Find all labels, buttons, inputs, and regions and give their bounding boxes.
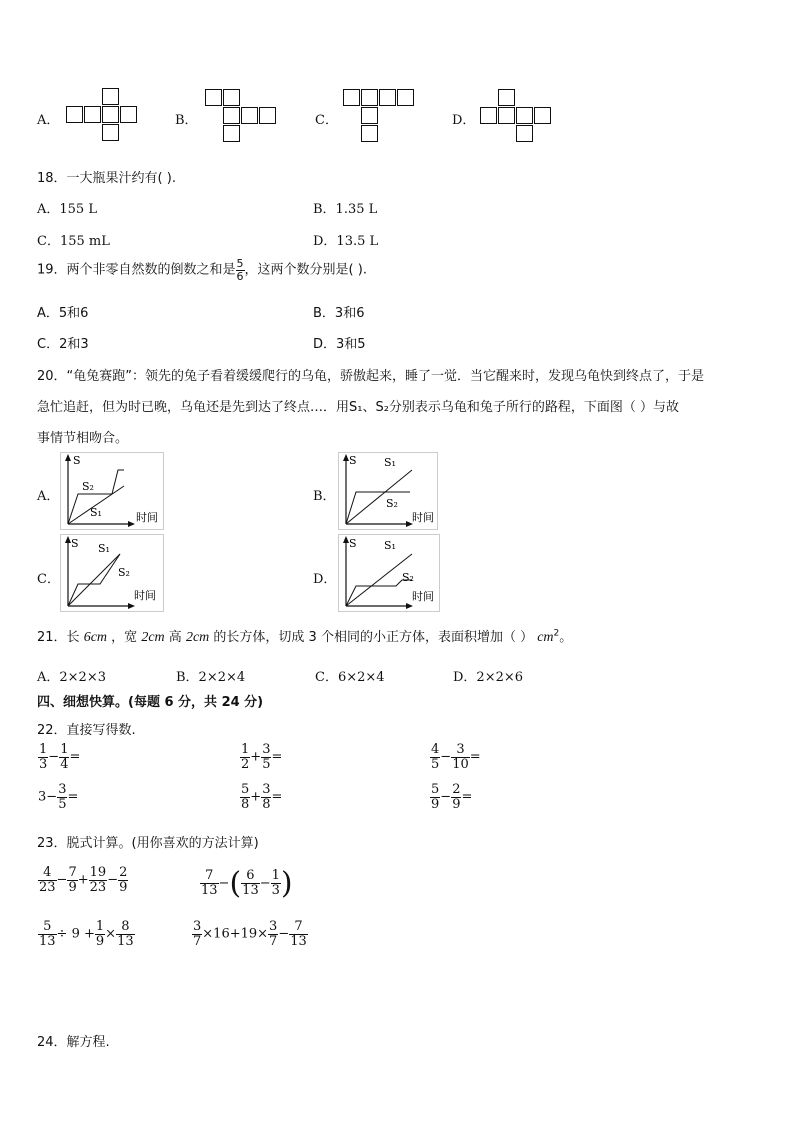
q17-option-c-label: C． [315,113,338,128]
svg-text:S₂: S₂ [118,566,130,579]
q18-option-b[interactable]: B．1.35 L [313,202,378,217]
q19-option-c[interactable]: C．2和3 [37,337,89,352]
q19-option-b[interactable]: B．3和6 [313,306,365,321]
q20-stem-line1: 20．“龟兔赛跑”：领先的兔子看着缓缓爬行的乌龟，骄傲起来，睡了一觉．当它醒来时，发现乌龟快到终点了，于是 [37,369,705,384]
q21-stem: 21．长 6cm ，宽 2cm 高 2cm 的长方体，切成 3 个相同的小正方体，表面积增加（ ） $cm^2$。 [37,628,573,645]
svg-text:S₂: S₂ [386,497,398,510]
q20-option-d-label[interactable]: D． [313,572,337,587]
q20-stem-line3: 事情节相吻合。 [37,431,129,446]
q18-option-d[interactable]: D．13.5 L [313,234,379,249]
q23-expr-2: $\frac{7}{13}$ −( $\frac{6}{13}$ − $\frac{1}{3}$ ) [201,866,293,901]
q24-stem: 24．解方程. [37,1035,110,1050]
svg-text:S₂: S₂ [82,480,94,493]
svg-text:S₂: S₂ [402,571,414,584]
q20-graph-d [338,534,440,612]
svg-text:S₁: S₁ [98,542,110,555]
q20-option-b-label[interactable]: B． [313,489,336,504]
q19-option-a[interactable]: A．5和6 [37,306,89,321]
q19-option-d[interactable]: D．3和5 [313,337,366,352]
svg-text:时间: 时间 [412,511,434,524]
q17-option-a-label: A． [37,113,60,128]
svg-text:S: S [349,537,357,550]
q23-expr-1: $\frac{4}{23}$ − $\frac{7}{9}$ + $\frac{19}{23}$ − $\frac{2}{9}$ [39,865,128,895]
q22-item-3: $\frac{4}{5}$ − $\frac{3}{10}$ = [431,742,481,772]
q22-stem: 22．直接写得数. [37,723,136,738]
q22-item-2: $\frac{1}{2}$ + $\frac{3}{5}$ = [241,742,283,772]
q18-stem: 18．一大瓶果汁约有( ). [37,171,176,186]
q22-item-4: 3− $\frac{3}{5}$ = [38,782,79,812]
q20-option-c-label[interactable]: C． [37,572,60,587]
q22-item-1: $\frac{1}{3}$ − $\frac{1}{4}$ = [39,742,81,772]
q20-graph-b [338,452,438,530]
q20-option-a-label[interactable]: A． [37,489,60,504]
svg-text:S₁: S₁ [384,539,396,552]
q19-stem: 19．两个非零自然数的倒数之和是 $\frac{5}{6}$ ，这两个数分别是( ). [37,257,367,283]
svg-text:时间: 时间 [412,590,434,603]
q17-option-d-label: D． [452,113,476,128]
q20-graph-a [60,452,164,530]
svg-text:S: S [349,454,357,467]
q18-option-a[interactable]: A．155 L [37,202,97,217]
q22-item-6: $\frac{5}{9}$ − $\frac{2}{9}$ = [431,782,473,812]
q19-fraction: $\frac{5}{6}$ [236,257,244,283]
svg-text:S: S [71,537,79,550]
svg-text:S₁: S₁ [384,456,396,469]
q21-option-d[interactable]: D．2×2×6 [453,670,524,685]
q21-option-c[interactable]: C．6×2×4 [315,670,385,685]
q21-option-a[interactable]: A．2×2×3 [37,670,106,685]
q22-item-5: $\frac{5}{8}$ + $\frac{3}{8}$ = [241,782,283,812]
svg-text:时间: 时间 [136,511,158,524]
svg-text:S₁: S₁ [90,506,102,519]
q23-expr-3: $\frac{5}{13}$ ÷ 9 + $\frac{1}{9}$ × $\frac{8}{13}$ [39,919,134,949]
section4-title: 四、细想快算。(每题 6 分，共 24 分) [37,695,264,710]
q23-expr-4: $\frac{3}{7}$ ×16+19× $\frac{3}{7}$ − $\frac{7}{13}$ [193,919,307,949]
q18-option-c[interactable]: C．155 mL [37,234,110,249]
svg-text:时间: 时间 [134,589,156,602]
q20-graph-c [60,534,164,612]
q20-stem-line2: 急忙追赶，但为时已晚，乌龟还是先到达了终点…．用S₁、S₂分别表示乌龟和兔子所行的路程，下面图（ ）与故 [37,400,680,415]
svg-text:S: S [73,454,81,467]
q17-option-b-label: B． [175,113,198,128]
q23-stem: 23．脱式计算。(用你喜欢的方法计算) [37,836,259,851]
q21-option-b[interactable]: B．2×2×4 [176,670,246,685]
